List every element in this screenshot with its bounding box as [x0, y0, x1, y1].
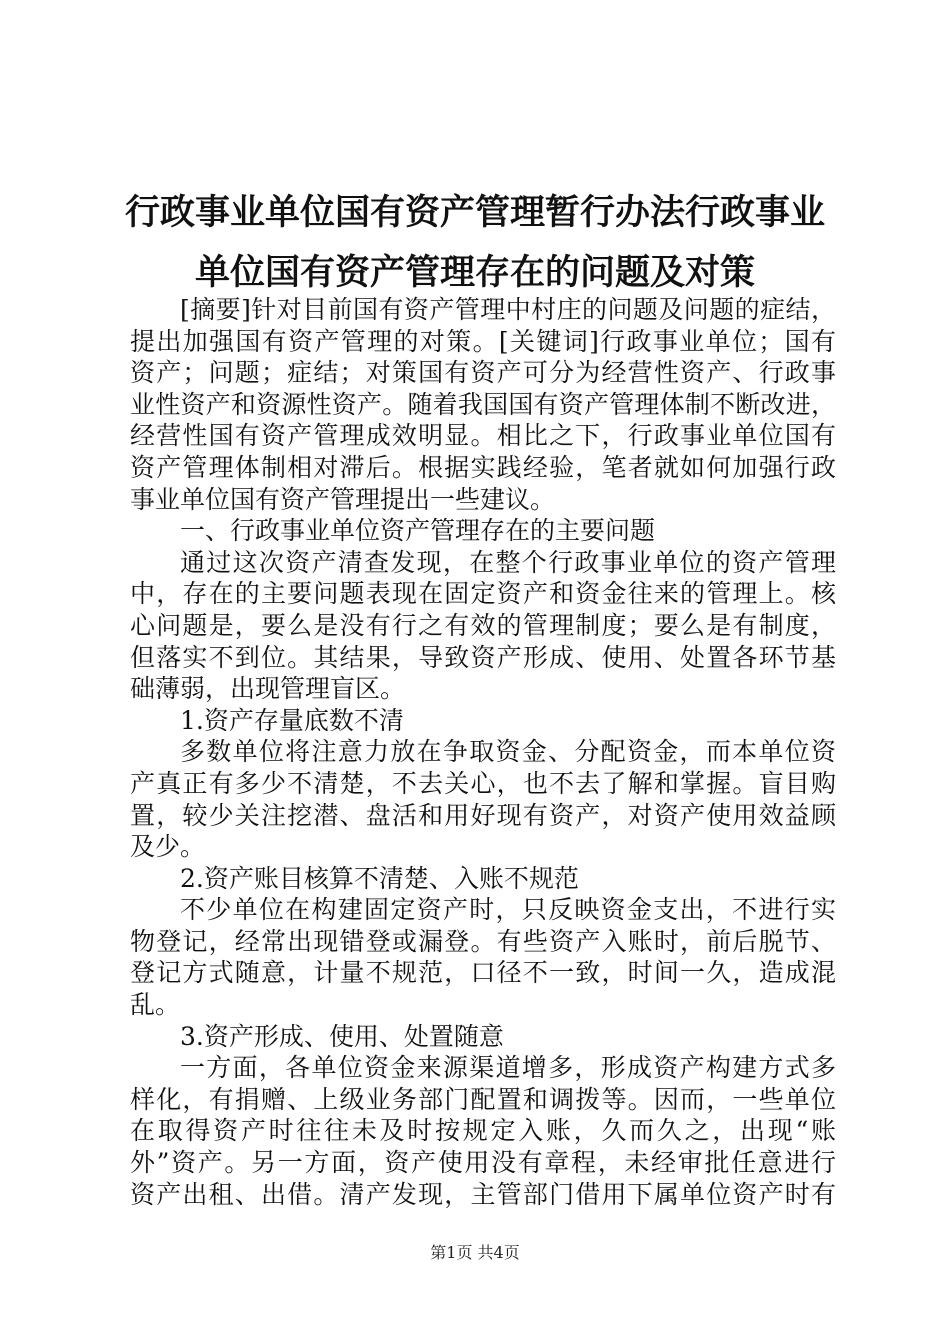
body-line: 经营性国有资产管理成效明显。相比之下，行政事业单位国有: [130, 421, 836, 451]
body-line: 外”资产。另一方面，资产使用没有章程，未经审批任意进行: [130, 1148, 836, 1178]
document-title: [100, 183, 850, 303]
body-line: 在取得资产时往往未及时按规定入账，久而久之，出现“账: [130, 1116, 836, 1146]
body-line: 乱。: [130, 990, 181, 1020]
body-line: 物登记，经常出现错登或漏登。有些资产入账时，前后脱节、: [130, 926, 836, 956]
title-line-1: 行政事业单位国有资产管理暂行办法行政事业: [124, 192, 825, 233]
body-line: 登记方式随意，计量不规范，口径不一致，时间一久，造成混: [130, 958, 836, 988]
body-line: 产真正有多少不清楚，不去关心，也不去了解和掌握。盲目购: [130, 768, 836, 798]
body-line: 础薄弱，出现管理盲区。: [130, 674, 406, 704]
body-line: 不少单位在构建固定资产时，只反映资金支出，不进行实: [180, 895, 836, 925]
body-line: 一方面，各单位资金来源渠道增多，形成资产构建方式多: [180, 1053, 836, 1083]
body-line: 中，存在的主要问题表现在固定资产和资金往来的管理上。核: [130, 579, 836, 609]
page-footer: 第1页 共4页: [430, 1243, 520, 1262]
body-line: 提出加强国有资产管理的对策。[关键词]行政事业单位；国有: [130, 326, 836, 356]
body-line: 资产；问题；症结；对策国有资产可分为经营性资产、行政事: [130, 358, 836, 388]
body-line: 3.资产形成、使用、处置随意: [180, 1021, 504, 1051]
body-line: 资产出租、出借。清产发现，主管部门借用下属单位资产时有: [130, 1179, 836, 1209]
body-line: 心问题是，要么是没有行之有效的管理制度；要么是有制度，: [130, 610, 836, 640]
body-line: 1.资产存量底数不清: [180, 705, 404, 735]
document-body: [130, 294, 836, 1210]
title-line-2: 单位国有资产管理存在的问题及对策: [194, 252, 755, 293]
body-line: 通过这次资产清查发现，在整个行政事业单位的资产管理: [180, 547, 836, 577]
body-line: [摘要]针对目前国有资产管理中村庄的问题及问题的症结，: [180, 295, 836, 324]
body-line: 业性资产和资源性资产。随着我国国有资产管理体制不断改进，: [130, 389, 836, 419]
body-line: 多数单位将注意力放在争取资金、分配资金，而本单位资: [180, 737, 836, 767]
body-line: 2.资产账目核算不清楚、入账不规范: [180, 863, 579, 893]
body-line: 及少。: [130, 832, 206, 862]
body-line: 事业单位国有资产管理提出一些建议。: [130, 484, 556, 514]
body-line: 置，较少关注挖潜、盘活和用好现有资产，对资产使用效益顾: [130, 800, 836, 830]
body-line: 但落实不到位。其结果，导致资产形成、使用、处置各环节基: [130, 642, 836, 672]
body-line: 资产管理体制相对滞后。根据实践经验，笔者就如何加强行政: [130, 452, 836, 482]
body-line: 一、行政事业单位资产管理存在的主要问题: [180, 516, 656, 546]
body-line: 样化，有捐赠、上级业务部门配置和调拨等。因而，一些单位: [130, 1084, 836, 1114]
